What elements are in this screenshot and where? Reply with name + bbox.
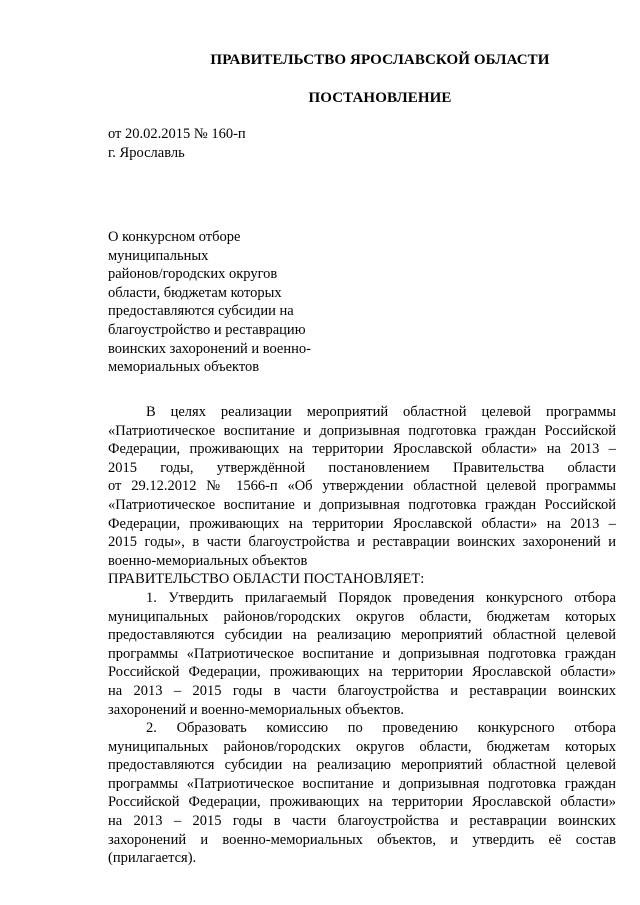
preamble-line: Федерации, проживающих на территории Ярославской области» на 2013 –: [108, 515, 616, 532]
city: г. Ярославль: [108, 145, 185, 161]
item2-line: захоронений и военно-мемориальных объектов, и утвердить её состав: [108, 831, 616, 848]
subject-line: О конкурсном отборе: [108, 229, 241, 245]
preamble-line: Федерации, проживающих на территории Ярославской области» на 2013 –: [108, 441, 616, 458]
subject-line: благоустройство и реставрацию: [108, 321, 306, 338]
subject-line: предоставляются субсидии на: [108, 303, 294, 320]
preamble-line: «Патриотическое воспитание и допризывная подготовка граждан Российской: [108, 422, 616, 439]
document-subject: [108, 228, 338, 377]
preamble-line: 2015 годы, утверждённой постановлением Правительства области: [108, 459, 616, 476]
item1-line: муниципальных районов/городских округов области, бюджетам которых: [108, 608, 616, 625]
item2-line: предоставляются субсидии на реализацию мероприятий областной целевой: [108, 757, 616, 774]
item2-line: (прилагается).: [108, 850, 197, 867]
item2-line: 2. Образовать комиссию по проведению конкурсного отбора: [146, 720, 616, 737]
subject-line: области, бюджетам которых: [108, 284, 282, 301]
item1-line: 1. Утвердить прилагаемый Порядок проведения конкурсного отбора: [146, 589, 616, 606]
preamble-line: военно-мемориальных объектов: [108, 552, 308, 569]
subject-line: муниципальных: [108, 247, 209, 264]
preamble-line: 2015 годы», в части благоустройства и реставрации воинских захоронений и: [108, 534, 616, 551]
preamble-line: от 29.12.2012 № 1566-п «Об утверждении областной целевой программы: [108, 478, 616, 495]
government-title: ПРАВИТЕЛЬСТВО ЯРОСЛАВСКОЙ ОБЛАСТИ: [210, 52, 550, 68]
item2-line: муниципальных районов/городских округов области, бюджетам которых: [108, 738, 616, 755]
item1-line: захоронений и военно-мемориальных объектов.: [108, 701, 405, 718]
document-type: ПОСТАНОВЛЕНИЕ: [308, 90, 452, 106]
preamble-line: В целях реализации мероприятий областной целевой программы: [146, 404, 616, 420]
preamble-line: «Патриотическое воспитание и допризывная подготовка граждан Российской: [108, 496, 616, 513]
item1-line: на 2013 – 2015 годы в части благоустройства и реставрации воинских: [108, 682, 616, 699]
item1-line: Российской Федерации, проживающих на территории Ярославской области»: [108, 664, 616, 681]
item2-line: Российской Федерации, проживающих на территории Ярославской области»: [108, 794, 616, 811]
item2-line: программы «Патриотическое воспитание и допризывная подготовка граждан: [108, 775, 616, 792]
subject-line: мемориальных объектов: [108, 359, 260, 376]
item2-line: на 2013 – 2015 годы в части благоустройства и реставрации воинских: [108, 813, 616, 830]
preamble: [108, 403, 616, 868]
date-number: от 20.02.2015 № 160-п: [108, 126, 246, 142]
subject-line: воинских захоронений и военно-: [108, 340, 311, 357]
resolves-heading: ПРАВИТЕЛЬСТВО ОБЛАСТИ ПОСТАНОВЛЯЕТ:: [108, 571, 425, 588]
item1-line: предоставляются субсидии на реализацию мероприятий областной целевой: [108, 627, 616, 644]
item1-line: программы «Патриотическое воспитание и допризывная подготовка граждан: [108, 645, 616, 662]
subject-line: районов/городских округов: [108, 266, 278, 283]
